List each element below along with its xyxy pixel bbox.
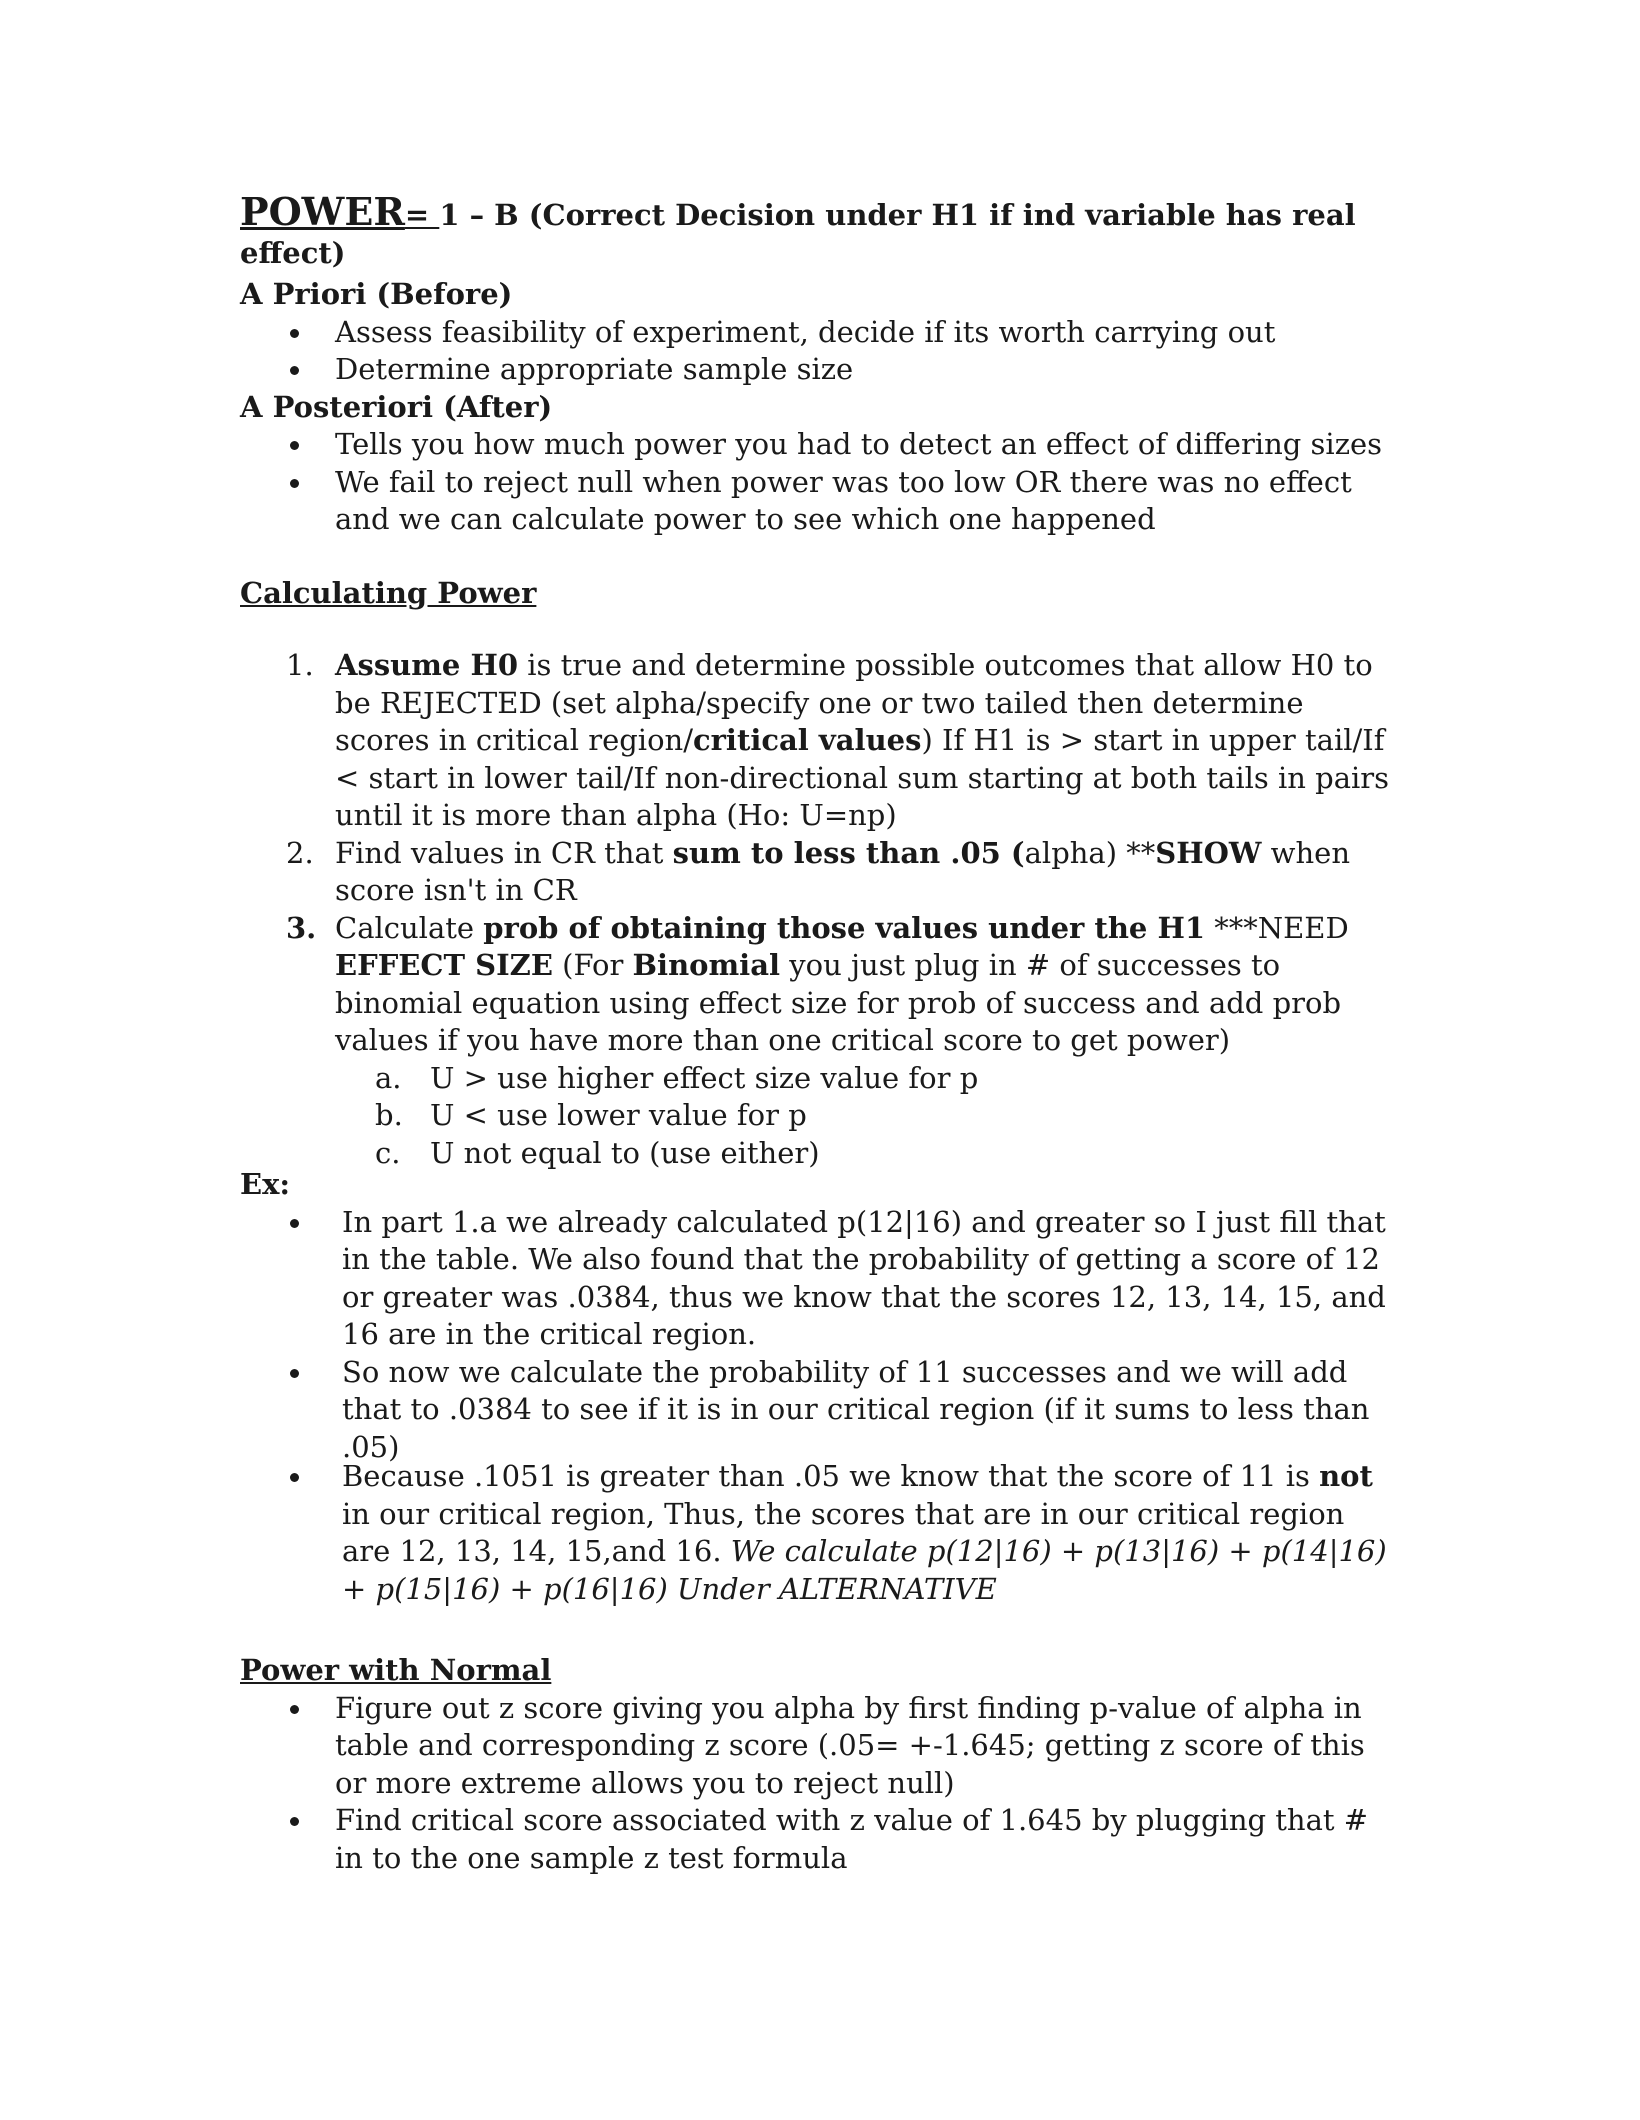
step-2 (240, 835, 1400, 910)
list-item (240, 1458, 1400, 1608)
step-3-bold-3: Binomial (632, 948, 781, 982)
step-2-bold-2: SHOW (1155, 835, 1262, 870)
conclusion-bold: not (1319, 1459, 1373, 1493)
step-1-text: is true and determine possible outcomes that allow H0 to be REJECTED (set alpha/specify one or two tailed then determine scores in critical region/ (335, 648, 1373, 757)
step-3-bold-2: EFFECT SIZE (335, 948, 553, 982)
step-3-bold: prob of obtaining those values under the H1 (483, 910, 1206, 945)
calculating-power-section (240, 575, 1400, 613)
example-conclusion (240, 1458, 1400, 1608)
example-section (240, 1166, 1400, 1466)
step-2-text-3: when score isn't in CR (335, 835, 1351, 907)
step-3-text-4: you just plug in # of successes to binomial equation using effect size for prob of success and add prob values if you have more than one critical score to get power) (335, 948, 1342, 1057)
title-power: POWER (240, 189, 405, 234)
title-equals: = (404, 198, 440, 232)
calculating-steps (240, 647, 1400, 1172)
a-priori-section (240, 276, 1400, 539)
step-3-text-3: (For (552, 948, 633, 982)
step-1-text-2: ) If H1 is > start in upper tail/If < start in lower tail/If non-directional sum starting at both tails in pairs until it is more than alpha (Ho: U=np) (335, 723, 1390, 832)
sub-step-text: U not equal to (use either) (430, 1135, 820, 1170)
sub-step-text: U < use lower value for p (430, 1098, 807, 1132)
step-3-text: Calculate (335, 910, 484, 945)
power-with-normal-section (240, 1652, 1400, 1877)
list-item: We fail to reject null when power was too low OR there was no effect and we can calculate power to see which one happened (240, 464, 1400, 539)
example-label: Ex: (240, 1167, 291, 1201)
a-posteriori-heading: A Posteriori (After) (240, 389, 553, 424)
page-title (240, 189, 1400, 272)
step-number: 2. (286, 835, 314, 870)
sub-step (335, 1097, 1400, 1135)
step-number: 1. (286, 648, 314, 682)
sub-step-mark: b. (375, 1098, 403, 1132)
example-conclusion-list (240, 1458, 1400, 1608)
step-3 (240, 910, 1400, 1173)
sub-step (335, 1060, 1400, 1098)
sub-step-mark: a. (375, 1060, 402, 1095)
list-item: So now we calculate the probability of 11 successes and we will add that to .0384 to see if it is in our critical region (if it sums to less than .05) (240, 1354, 1400, 1467)
sub-steps-list (335, 1060, 1400, 1173)
step-1-bold-2: critical values (692, 723, 922, 757)
conclusion-italic: We calculate p(12|16) + p(13|16) + p(14|16) + p(15|16) + p(16|16) Under ALTERNATIVE (342, 1534, 1387, 1606)
step-1-bold: Assume H0 (335, 648, 519, 682)
list-item: Assess feasibility of experiment, decide if its worth carrying out (240, 314, 1400, 352)
step-3-text-2: ***NEED (1205, 910, 1349, 945)
list-item: Tells you how much power you had to detect an effect of differing sizes (240, 426, 1400, 464)
step-1 (240, 647, 1400, 835)
step-2-bold: sum to less than .05 ( (672, 835, 1025, 870)
step-2-text: Find values in CR that (335, 835, 673, 870)
list-item: In part 1.a we already calculated p(12|16) and greater so I just fill that in the table. We also found that the probability of getting a score of 12 or greater was .0384, thus we know that the scores 12, 13, 14, 15, and 16 are in the critical region. (240, 1204, 1400, 1354)
step-2-text-2: alpha) ** (1024, 835, 1156, 870)
title-definition: 1 – B (Correct Decision under H1 if ind variable has real effect) (240, 198, 1356, 270)
conclusion-text-2: in our critical region, Thus, the scores that are in our critical region are 12, 13, 14, 15,and 16. (342, 1496, 1345, 1568)
a-posteriori-list (240, 426, 1400, 539)
a-priori-list (240, 314, 1400, 389)
list-item: Determine appropriate sample size (240, 351, 1400, 389)
power-with-normal-heading: Power with Normal (240, 1653, 552, 1687)
conclusion-text: Because .1051 is greater than .05 we know that the score of 11 is (342, 1459, 1320, 1493)
calculating-power-heading: Calculating Power (240, 576, 537, 610)
sub-step-text: U > use higher effect size value for p (430, 1060, 979, 1095)
a-priori-heading: A Priori (Before) (240, 277, 513, 311)
power-with-normal-list (240, 1690, 1400, 1878)
steps-list (240, 647, 1400, 1172)
example-list (240, 1204, 1400, 1467)
list-item: Figure out z score giving you alpha by first finding p-value of alpha in table and corresponding z score (.05= +-1.645; getting z score of this or more extreme allows you to reject null) (240, 1690, 1400, 1803)
step-number: 3. (286, 910, 317, 945)
list-item: Find critical score associated with z value of 1.645 by plugging that # in to the one sample z test formula (240, 1802, 1400, 1877)
sub-step-mark: c. (375, 1135, 401, 1170)
